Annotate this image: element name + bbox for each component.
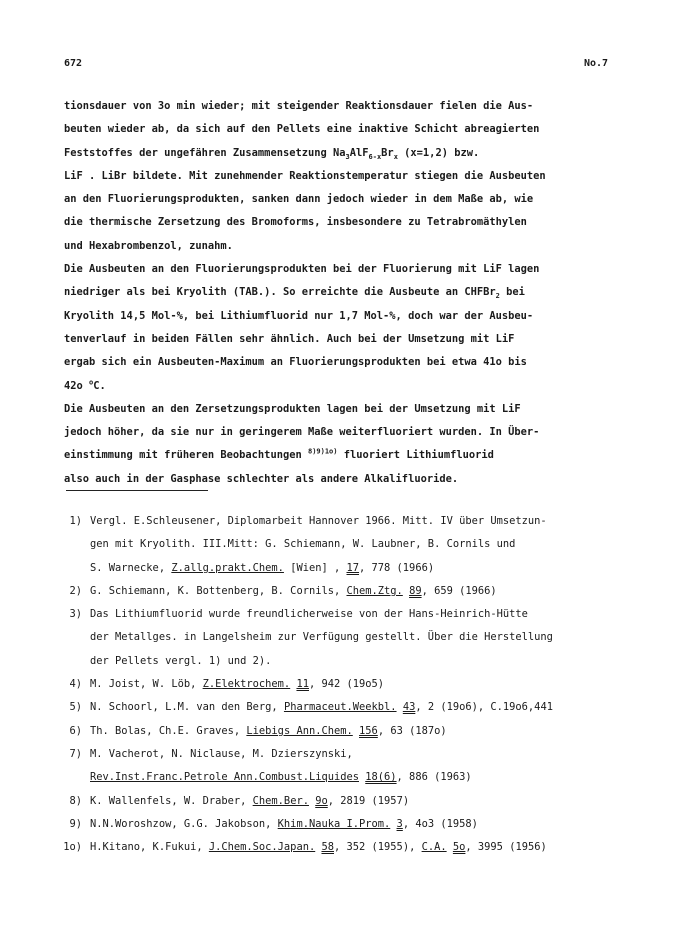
footnote-4: 4) M. Joist, W. Löb, Z.Elektrochem. 11, 942 (19o5) bbox=[69, 678, 385, 691]
page-number: 672 bbox=[64, 58, 83, 69]
body-line: Die Ausbeuten an den Fluorierungsprodukten bei der Fluorierung mit LiF lagen bbox=[64, 263, 540, 276]
footnote-7-cont: Rev.Inst.Franc.Petrole Ann.Combust.Liquides 18(6), 886 (1963) bbox=[90, 771, 472, 784]
footnote-9: 9) N.N.Woroshzow, G.G. Jakobson, Khim.Nauka I.Prom. 3, 4o3 (1958) bbox=[69, 817, 478, 830]
body-line: also auch in der Gasphase schlechter als andere Alkalifluoride. bbox=[64, 472, 459, 485]
footnote-10: 1o) H.Kitano, K.Fukui, J.Chem.Soc.Japan. 58, 352 (1955), C.A. 5o, 3995 (1956) bbox=[63, 841, 547, 854]
footnote-1: 1) Vergl. E.Schleusener, Diplomarbeit Hannover 1966. Mitt. IV über Umsetzun- bbox=[69, 515, 547, 527]
footnote-1-cont: gen mit Kryolith. III.Mitt: G. Schiemann, W. Laubner, B. Cornils und bbox=[90, 538, 516, 551]
body-line: jedoch höher, da sie nur in geringerem Maße weiterfluoriert wurden. In Über- bbox=[64, 426, 540, 439]
footnotes bbox=[56, 510, 646, 859]
body-line: Feststoffes der ungefähren Zusammensetzung $Na_3AlF_{6-x}Br_x$ (x=1,2) bzw. bbox=[64, 146, 480, 161]
body-line: Die Ausbeuten an den Zersetzungsprodukten lagen bei der Umsetzung mit LiF bbox=[64, 402, 521, 415]
body-line: beuten wieder ab, da sich auf den Pellets eine inaktive Schicht abreagierten bbox=[64, 123, 540, 136]
footnote-5: 5) N. Schoorl, L.M. van den Berg, Pharmaceut.Weekbl. 43, 2 (19o6), C.19o6,441 bbox=[69, 701, 553, 714]
body-line: LiF . LiBr bildete. Mit zunehmender Reaktionstemperatur stiegen die Ausbeuten bbox=[64, 169, 546, 182]
footnote-3-cont: der Metallges. in Langelsheim zur Verfügung gestellt. Über die Herstellung bbox=[90, 631, 553, 644]
body-line: die thermische Zersetzung des Bromoforms, insbesondere zu Tetrabromäthylen bbox=[64, 216, 527, 229]
body-line: ergab sich ein Ausbeuten-Maximum an Fluorierungsprodukten bei etwa 41o bis bbox=[64, 356, 527, 369]
footnote-2: 2) G. Schiemann, K. Bottenberg, B. Cornils, Chem.Ztg. 89, 659 (1966) bbox=[69, 584, 497, 597]
issue-number: No.7 bbox=[584, 58, 609, 69]
footnote-3-cont: der Pellets vergl. 1) und 2). bbox=[90, 654, 272, 667]
footnote-8: 8) K. Wallenfels, W. Draber, Chem.Ber. 9o, 2819 (1957) bbox=[69, 794, 410, 807]
body-line: tionsdauer von 3o min wieder; mit steigender Reaktionsdauer fielen die Aus- bbox=[64, 100, 534, 112]
footnote-7: 7) M. Vacherot, N. Niclause, M. Dzierszynski, bbox=[69, 747, 353, 760]
body-line: niedriger als bei Kryolith (TAB.). So erreichte die Ausbeute an CHFBr$_2$ bei bbox=[64, 286, 525, 301]
footnote-3: 3) Das Lithiumfluorid wurde freundlicherweise von der Hans-Heinrich-Hütte bbox=[69, 608, 528, 621]
body-line: an den Fluorierungsprodukten, sanken dann jedoch wieder in dem Maße ab, wie bbox=[64, 193, 534, 206]
body-line: und Hexabrombenzol, zunahm. bbox=[64, 239, 233, 252]
footnote-6: 6) Th. Bolas, Ch.E. Graves, Liebigs Ann.Chem. 156, 63 (187o) bbox=[69, 724, 447, 737]
body-text bbox=[64, 95, 624, 491]
body-line: Kryolith 14,5 Mol-%, bei Lithiumfluorid nur 1,7 Mol-%, doch war der Ausbeu- bbox=[64, 309, 534, 322]
body-line: 42o $^o$C. bbox=[64, 378, 106, 392]
footnote-divider bbox=[66, 490, 208, 491]
footnote-1-cont: S. Warnecke, Z.allg.prakt.Chem. [Wien] , 17, 778 (1966) bbox=[90, 561, 435, 574]
body-line: tenverlauf in beiden Fällen sehr ähnlich. Auch bei der Umsetzung mit LiF bbox=[64, 332, 515, 345]
body-line: einstimmung mit früheren Beobachtungen $^{8)9)1o)}$ fluoriert Lithiumfluorid bbox=[64, 447, 494, 462]
